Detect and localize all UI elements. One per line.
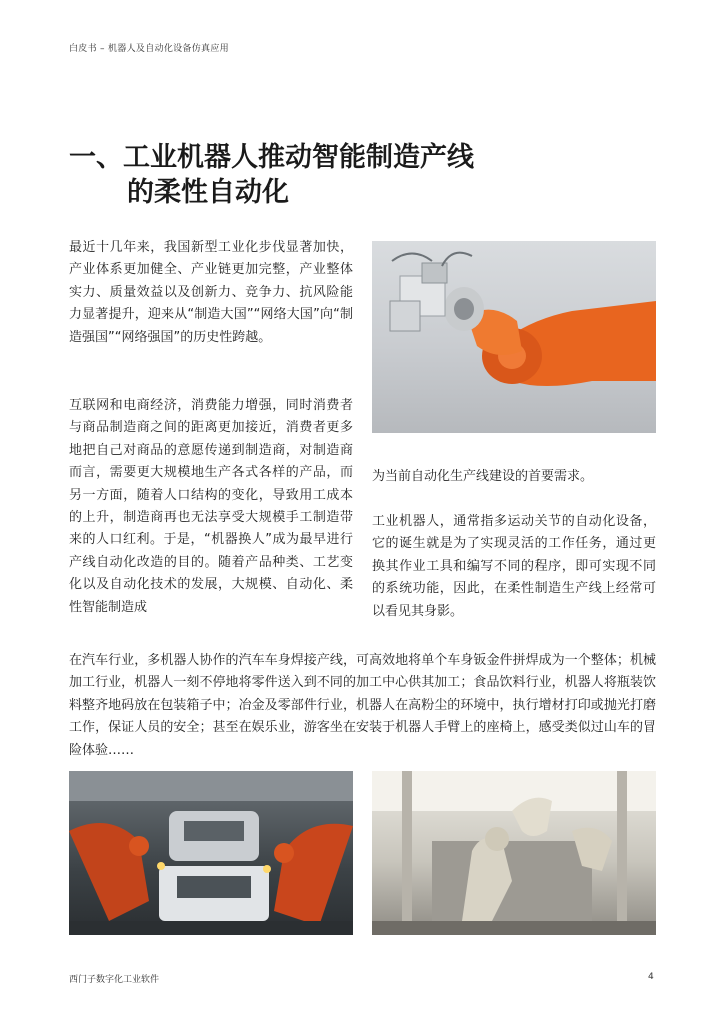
paragraph-ecommerce: 互联网和电商经济，消费能力增强，同时消费者与商品制造商之间的距离更加接近，消费者更多地把自己对商品的意愿传递到制造商，对制造商而言，需要更大规模地生产各式各样的产品，而另一方面，随着人口结构的变化，导致用工成本的上升，制造商再也无法享受大规模手工制造带来的人口红利。于是，“机器换人”成为最早进行产线自动化改造的目的。随着产品种类、工艺变化以及自动化技术的发展，大规模、自动化、柔性智能制造成	[69, 398, 353, 615]
page-number: 4	[648, 972, 654, 982]
paragraph-industrial-robot: 工业机器人，通常指多运动关节的自动化设备，它的诞生就是为了实现灵活的工作任务，通过更换其作业工具和编写不同的程序，即可实现不同的系统功能，因此，在柔性制造生产线上经常可以看见其身影。	[372, 514, 656, 619]
page-header: 白皮书 – 机器人及自动化设备仿真应用	[69, 44, 229, 54]
page-title	[69, 140, 474, 210]
title-line-1: 一、工业机器人推动智能制造产线	[69, 142, 474, 173]
painting-robot-image	[372, 771, 656, 935]
paragraph-continued: 为当前自动化生产线建设的首要需求。	[372, 469, 594, 484]
footer-company: 西门子数字化工业软件	[69, 975, 160, 985]
title-line-2: 的柔性自动化	[127, 177, 289, 208]
paragraph-applications: 在汽车行业，多机器人协作的汽车车身焊接产线，可高效地将单个车身钣金件拼焊成为一个整体；机械加工行业，机器人一刻不停地将零件送入到不同的加工中心供其加工；食品饮料行业，机器人将瓶装饮料整齐地码放在包装箱子中；冶金及零部件行业，机器人在高粉尘的环境中，执行增材打印或抛光打磨工作，保证人员的安全；甚至在娱乐业，游客坐在安装于机器人手臂上的座椅上，感受类似过山车的冒险体验……	[69, 653, 656, 758]
car-welding-line-image	[69, 771, 353, 935]
robot-arm-image	[372, 241, 656, 433]
paragraph-intro: 最近十几年来，我国新型工业化步伐显著加快，产业体系更加健全、产业链更加完整，产业整体实力、质量效益以及创新力、竞争力、抗风险能力显著提升，迎来从“制造大国”“网络大国”向“制造强国”“网络强国”的历史性跨越。	[69, 240, 353, 345]
